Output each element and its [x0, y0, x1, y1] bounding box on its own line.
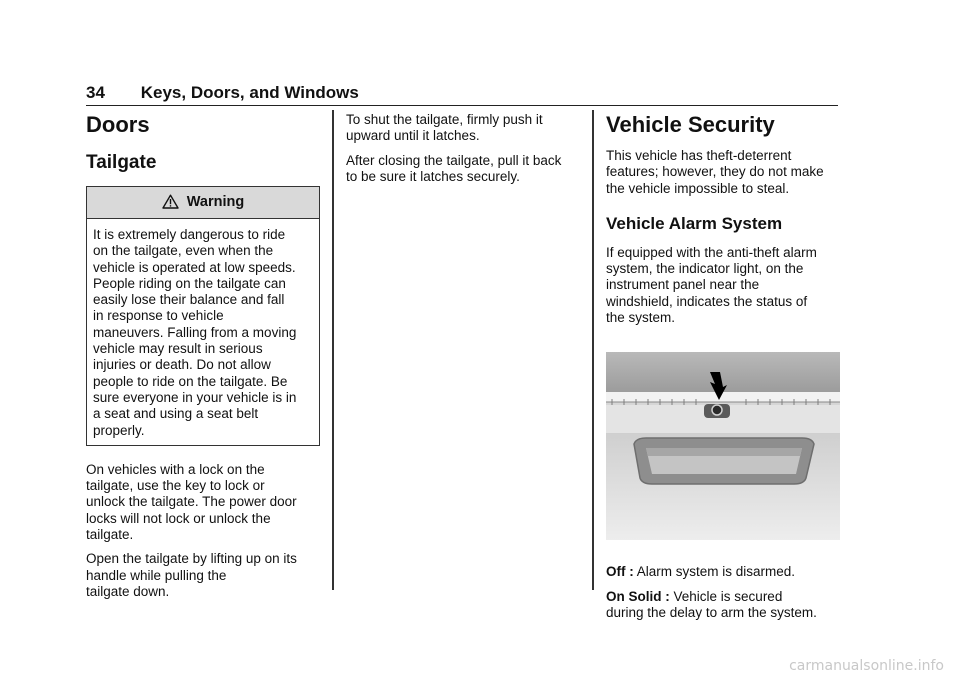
warning-title: Warning — [186, 194, 245, 210]
on-solid-status — [606, 589, 840, 622]
text-line: Open the tailgate by lifting up on its — [86, 551, 297, 567]
on-solid-text: Vehicle is secured — [673, 588, 783, 604]
tailgate-check-paragraph — [346, 153, 580, 186]
warning-line: people to ride on the tailgate. Be — [93, 373, 288, 389]
warning-triangle-icon — [162, 194, 179, 209]
text-line: unlock the tailgate. The power door — [86, 494, 297, 510]
warning-line: sure everyone in your vehicle is in — [93, 389, 297, 405]
tailgate-lock-paragraph — [86, 462, 320, 543]
text-line: On vehicles with a lock on the — [86, 461, 265, 477]
text-line: tailgate. — [86, 527, 134, 543]
warning-line: vehicle may result in serious — [93, 341, 263, 357]
warning-line: People riding on the tailgate can — [93, 275, 286, 291]
section-title: Keys, Doors, and Windows — [140, 83, 359, 102]
text-line: features; however, they do not make — [606, 164, 824, 180]
warning-line: a seat and using a seat belt — [93, 406, 259, 422]
text-line: windshield, indicates the status of — [606, 293, 808, 309]
column-divider-2 — [592, 110, 594, 590]
column-2 — [346, 112, 580, 193]
warning-line: vehicle is operated at low speeds. — [93, 259, 296, 275]
alarm-system-heading: Vehicle Alarm System — [606, 213, 783, 233]
warning-line: easily lose their balance and fall — [93, 292, 285, 308]
security-paragraph — [606, 148, 840, 197]
tailgate-shut-paragraph — [346, 112, 580, 145]
off-status — [606, 564, 840, 580]
text-line: handle while pulling the — [86, 567, 227, 583]
text-line: upward until it latches. — [346, 128, 480, 144]
text-line: instrument panel near the — [606, 277, 760, 293]
text-line: to be sure it latches securely. — [346, 168, 520, 184]
on-solid-label: On Solid : — [606, 588, 670, 604]
text-line: tailgate down. — [86, 583, 170, 599]
text-line: the vehicle impossible to steal. — [606, 180, 790, 196]
vehicle-security-heading: Vehicle Security — [606, 112, 775, 137]
tailgate-open-paragraph — [86, 551, 320, 600]
warning-text — [87, 219, 319, 445]
warning-box — [86, 186, 320, 446]
warning-line: injuries or death. Do not allow — [93, 357, 271, 373]
off-text: Alarm system is disarmed. — [636, 564, 796, 580]
tailgate-heading: Tailgate — [86, 152, 157, 173]
on-solid-text: during the delay to arm the system. — [606, 604, 817, 620]
warning-header — [87, 187, 319, 219]
text-line: To shut the tailgate, firmly push it — [346, 112, 543, 127]
alarm-paragraph — [606, 245, 840, 326]
watermark: carmanualsonline.info — [789, 658, 944, 674]
warning-line: maneuvers. Falling from a moving — [93, 324, 297, 340]
warning-line: on the tailgate, even when the — [93, 243, 274, 259]
warning-line: in response to vehicle — [93, 308, 224, 324]
text-line: the system. — [606, 310, 676, 326]
doors-heading: Doors — [86, 112, 150, 137]
off-label: Off : — [606, 564, 634, 580]
text-line: system, the indicator light, on the — [606, 261, 804, 277]
text-line: tailgate, use the key to lock or — [86, 478, 265, 494]
column-1 — [86, 112, 320, 608]
column-3 — [606, 112, 840, 629]
column-divider-1 — [332, 110, 334, 590]
warning-line: It is extremely dangerous to ride — [93, 227, 286, 242]
text-line: After closing the tailgate, pull it back — [346, 152, 562, 168]
text-line: This vehicle has theft-deterrent — [606, 148, 792, 163]
page-number: 34 — [86, 83, 105, 102]
page-header — [86, 83, 838, 106]
text-line: locks will not lock or unlock the — [86, 510, 271, 526]
indicator-light-photo — [606, 352, 840, 540]
warning-line: properly. — [93, 422, 145, 438]
text-line: If equipped with the anti-theft alarm — [606, 244, 817, 260]
